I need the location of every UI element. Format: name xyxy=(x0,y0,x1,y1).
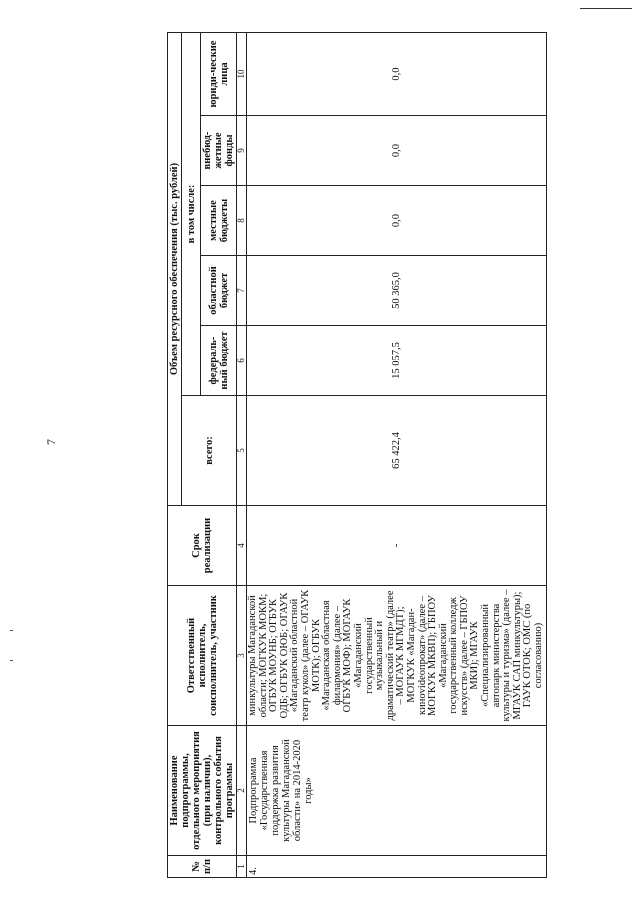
col-number: 5 xyxy=(237,396,247,506)
col-number: 7 xyxy=(237,256,247,326)
header-num: № п/п xyxy=(168,856,237,878)
row-total: 65 422,4 xyxy=(247,396,547,506)
scan-edge-line xyxy=(580,8,632,9)
scan-speck xyxy=(10,630,13,631)
row-num: 4. xyxy=(247,856,547,878)
table-row xyxy=(247,33,547,878)
col-number: 9 xyxy=(237,116,247,186)
row-local: 0,0 xyxy=(247,186,547,256)
row-responsible: минкультуры Магаданской области; МОГКУК МОКМ; ОГБУК МОУНБ; ОГБУК ОДБ; ОГБУК ОЮБ; ОГАУК «Магаданский областной театр кукол» (далее – ОГАУК МОТК); ОГБУК «Магаданская областная филармония» (далее – ОГБУК МОФ); МОГАУК «Магаданский государственный музыкальный и драматический театр» (далее – МОГАУК МГМДТ); МОГКУК «Магадан-кинovideопрокат» (далее – МОГКУК МКВП); ГБПОУ «Магаданский государственный колледж искусств» (далее – ГБПОУ МКИ); МГАУК «Специализированный автопарк министерства культуры и туризма» (далее – МГАУК САП минкультуры); ГАУК ОТОК; ОМС (по согласованию) xyxy=(247,586,547,726)
col-number: 8 xyxy=(237,186,247,256)
header-volume: Объем ресурсного обеспечения (тыс. рублей) xyxy=(168,33,182,506)
row-name: Подпрограмма «Государственная поддержка развития культуры Магаданской области» на 2014-2020 годы» xyxy=(247,726,547,856)
header-responsible: Ответственный исполнитель, соисполнитель, участник xyxy=(168,586,237,726)
col-number: 4 xyxy=(237,506,247,586)
header-federal: федераль-ный бюджет xyxy=(201,326,237,396)
row-federal: 15 057,5 xyxy=(247,326,547,396)
col-number: 2 xyxy=(237,726,247,856)
header-local: местные бюджеты xyxy=(201,186,237,256)
header-legal: юриди-ческие лица xyxy=(201,33,237,116)
header-total: всего: xyxy=(182,396,237,506)
scan-speck xyxy=(10,660,13,661)
row-term: - xyxy=(247,506,547,586)
row-extra: 0,0 xyxy=(247,116,547,186)
header-regional: областной бюджет xyxy=(201,256,237,326)
row-legal: 0,0 xyxy=(247,33,547,116)
col-number: 10 xyxy=(237,33,247,116)
header-term: Срок реализации xyxy=(168,506,237,586)
header-name: Наименование подпрограммы, отдельного мероприятия (при наличии), контрольного события программы xyxy=(168,726,237,856)
col-number: 1 xyxy=(237,856,247,878)
header-extra: внебюд-жетные фонды xyxy=(201,116,237,186)
col-number: 3 xyxy=(237,586,247,726)
page-number: 7 xyxy=(44,439,58,445)
col-number: 6 xyxy=(237,326,247,396)
resource-table xyxy=(167,32,547,878)
header-including: в том числе: xyxy=(182,33,201,396)
rotated-page xyxy=(167,33,637,878)
row-regional: 50 365,0 xyxy=(247,256,547,326)
